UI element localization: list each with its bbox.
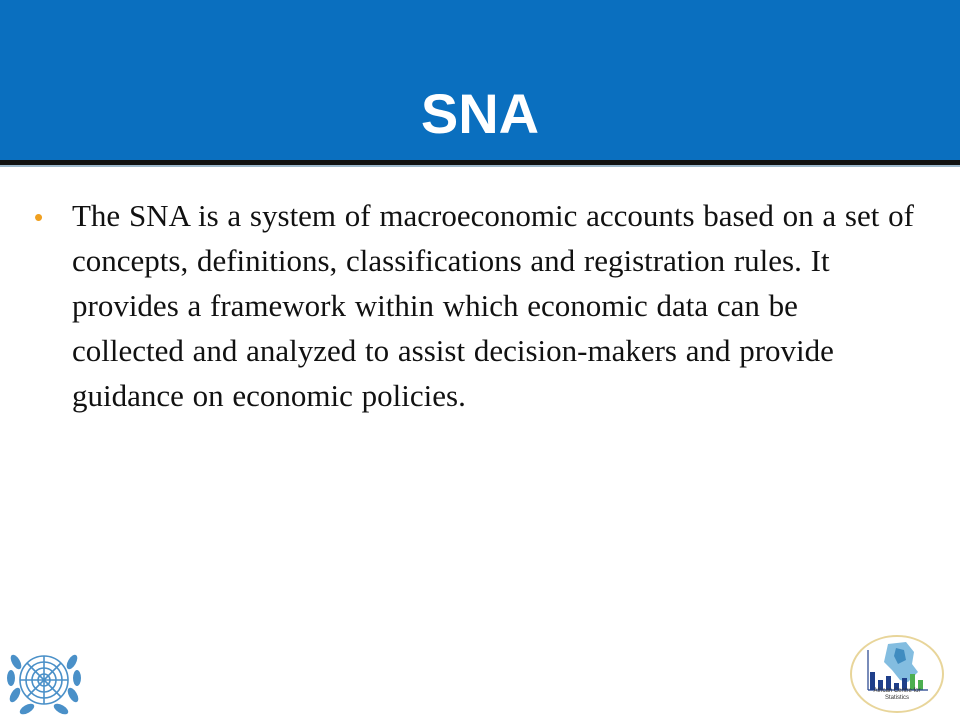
slide-title: SNA bbox=[420, 82, 540, 145]
acs-logo-label: African Centre for Statistics bbox=[873, 688, 921, 701]
title-divider-shadow bbox=[0, 165, 960, 167]
bullet-text: The SNA is a system of macroeconomic accounts based on a set of concepts, definitions, classifications and registration rules. It provides a framework within which economic data can be collected and analyzed to assist decision-makers and provide guidance on economic policies. bbox=[72, 198, 914, 413]
bullet-dot-icon: • bbox=[34, 202, 44, 232]
un-emblem-icon bbox=[2, 640, 86, 720]
